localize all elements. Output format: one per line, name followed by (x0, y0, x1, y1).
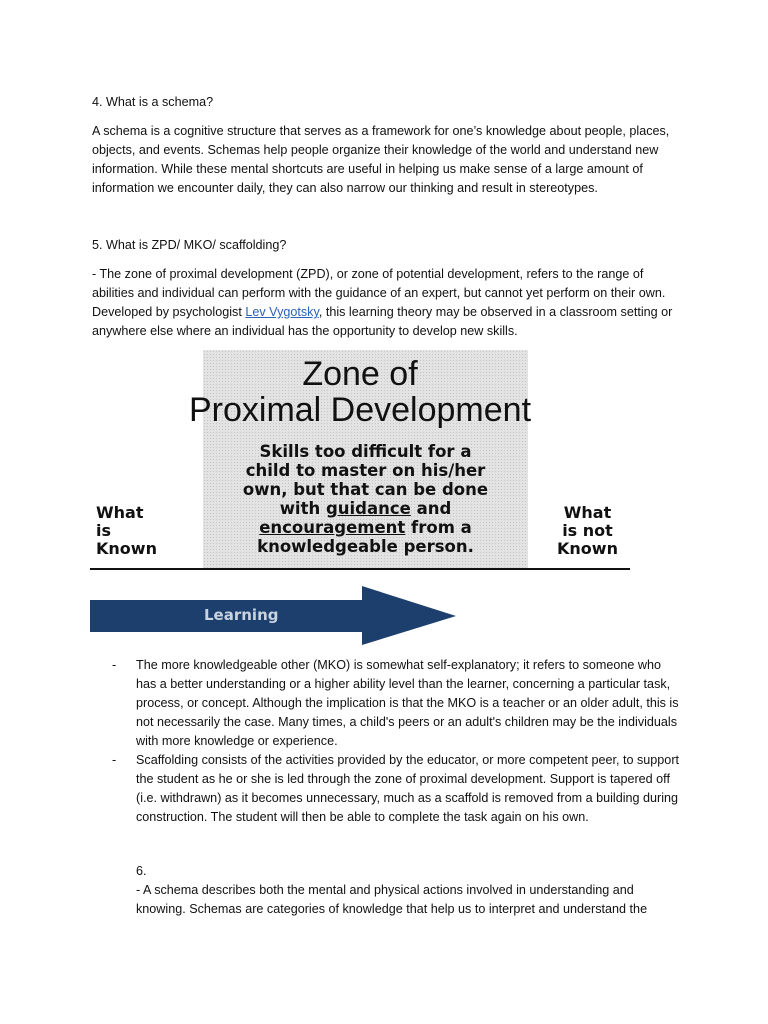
guidance-underlined: guidance (325, 499, 411, 518)
not-known-line-1: What (563, 503, 612, 522)
mko-scaffolding-list (112, 656, 682, 827)
list-item-mko (112, 656, 682, 751)
intro-text-before-link: - The zone of proximal development (ZPD), or zone of potential development, refers to the range of abilities and individual can perform with the guidance of an expert, but cannot yet perform on their own. Developed by psychologist (92, 267, 666, 319)
zpd-title-line-1: Zone of (302, 355, 418, 393)
zpd-figure (90, 350, 630, 645)
list-dash: - (112, 753, 117, 767)
not-known-line-2: is not (562, 521, 613, 540)
zpd-desc-line-1: Skills too difficult for a (259, 442, 472, 461)
known-line-2: is (96, 521, 112, 540)
zpd-desc-line-6: knowledgeable person. (257, 537, 474, 556)
zpd-description (203, 442, 528, 556)
question-5-heading: 5. What is ZPD/ MKO/ scaffolding? (92, 238, 287, 252)
list-item-text: The more knowledgeable other (MKO) is somewhat self-explanatory; it refers to someone who has a better understanding or a higher ability level than the learner, concerning a particular task, process, or concept. Although the implication is that the MKO is a teacher or an older adult, this is not necessarily the case. Many times, a child's peers or an adult's children may be the individuals with more knowledge or experience. (136, 658, 679, 748)
zpd-title (90, 356, 630, 428)
zpd-title-line-2: Proximal Development (188, 391, 532, 429)
what-is-known-label (96, 504, 196, 558)
zpd-desc-line-2: child to master on his/her (245, 461, 486, 480)
encouragement-underlined: encouragement (259, 518, 406, 537)
zpd-desc-line-3: own, but that can be done (242, 480, 489, 499)
known-line-1: What (96, 503, 144, 522)
question-4-answer: A schema is a cognitive structure that serves as a framework for one’s knowledge about people, places, objects, and events. Schemas help people organize their knowledge of the world and understand new information. While these mental shortcuts are useful in helping us make sense of a large amount of information we encounter daily, they can also narrow our thinking and result in stereotypes. (92, 124, 670, 195)
list-dash: - (112, 658, 117, 672)
desc-text: and (410, 499, 452, 518)
intro-text-after-link: , this learning theory may be observed in a classroom setting or anywhere else where an individual has the opportunity to develop new skills. (92, 305, 673, 338)
list-item-scaffolding (112, 751, 682, 827)
question-4-heading: 4. What is a schema? (92, 95, 214, 109)
not-known-line-3: Known (557, 539, 618, 558)
question-6-number: 6. (136, 864, 147, 878)
lev-vygotsky-link[interactable]: Lev Vygotsky (245, 305, 319, 319)
desc-text: with (279, 499, 326, 518)
question-6-text: - A schema describes both the mental and physical actions involved in understanding and knowing. Schemas are categories of knowledge that help us to interpret and understand the (136, 883, 648, 916)
desc-text: from a (405, 518, 472, 537)
list-item-text: Scaffolding consists of the activities provided by the educator, or more competent peer, to support the student as he or she is led through the zone of proximal development. Support is tapered off (i.e. withdrawn) as it becomes unnecessary, much as a scaffold is removed from a building during construction. The student will then be able to complete the task again on his own. (136, 753, 680, 824)
baseline-rule (90, 568, 630, 570)
known-line-3: Known (96, 539, 157, 558)
question-5-intro (92, 265, 680, 341)
zpd-desc-line-4 (203, 499, 528, 518)
what-is-not-known-label (545, 504, 630, 558)
zpd-desc-line-5 (203, 518, 528, 537)
learning-arrow-label: Learning (204, 606, 279, 624)
